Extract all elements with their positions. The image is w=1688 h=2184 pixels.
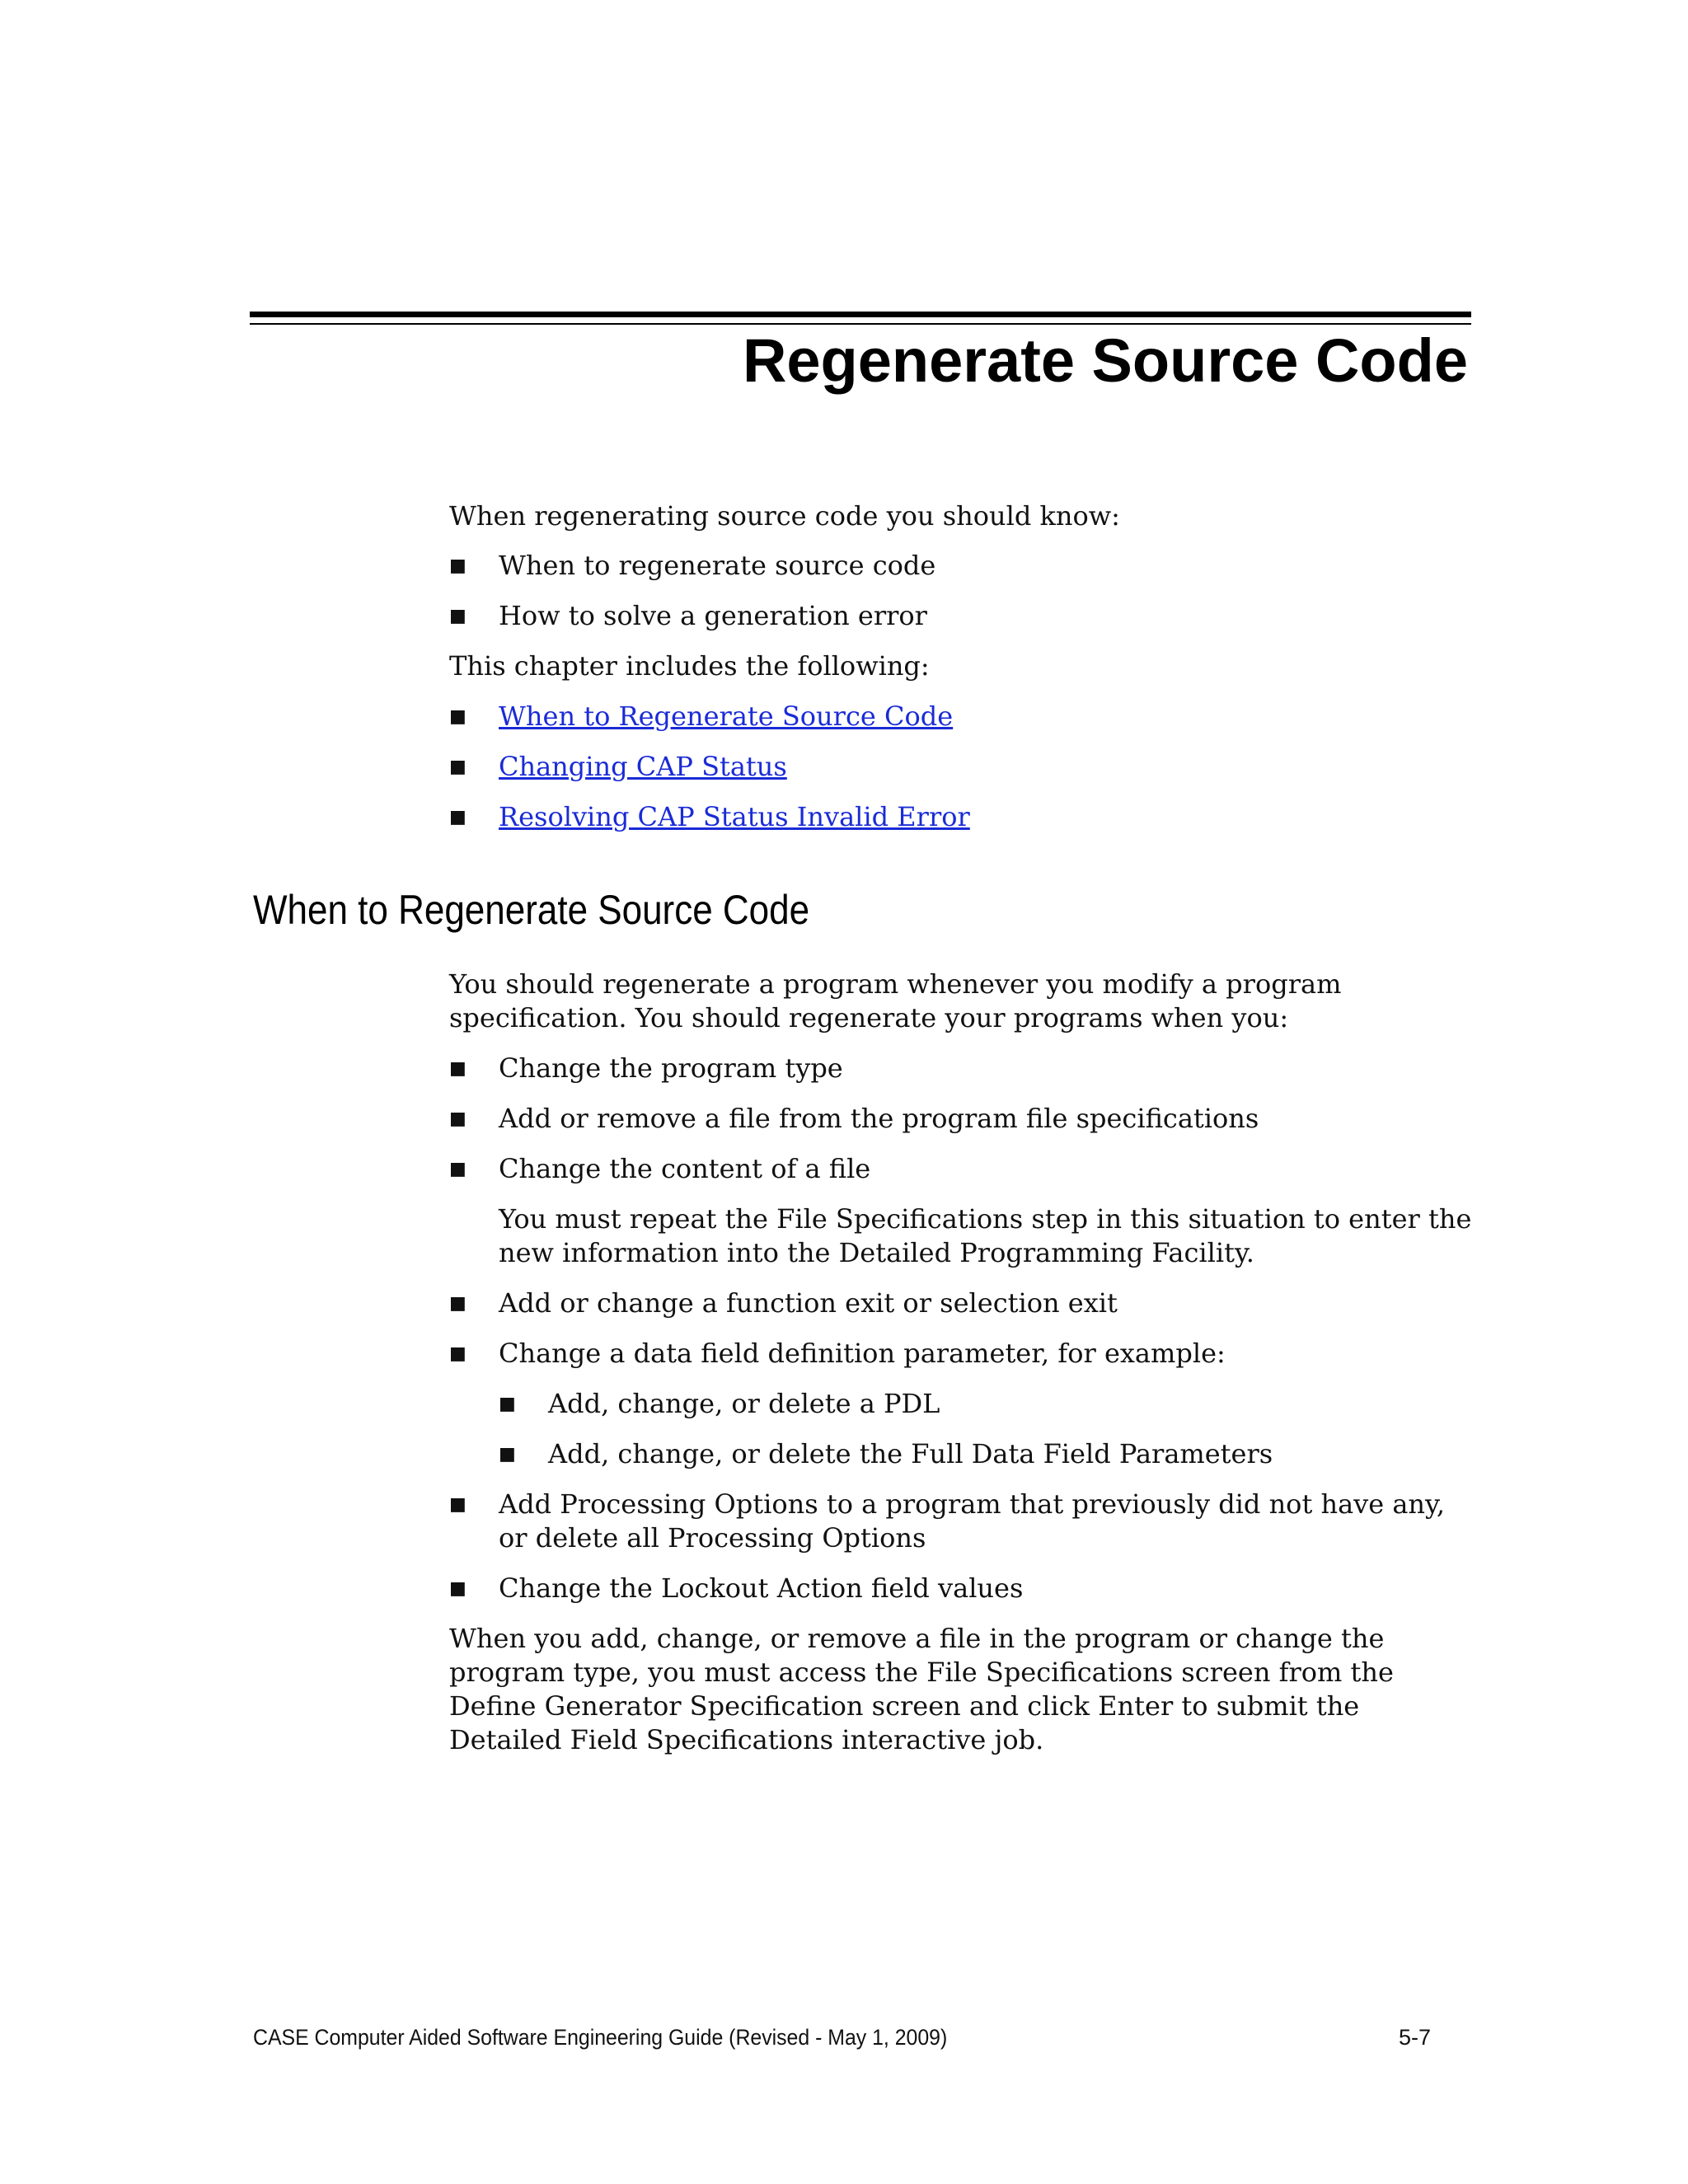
list-item-text: Change the Lockout Action field values <box>499 1572 1024 1604</box>
bullet-icon: ■ <box>499 1394 516 1414</box>
bullet-icon: ■ <box>449 1159 467 1179</box>
bullet-icon: ■ <box>449 1494 467 1515</box>
sub-list-item-text: Add, change, or delete a PDL <box>548 1388 940 1419</box>
list-item-text: Change a data field definition parameter, for example: <box>499 1338 1226 1369</box>
link-when-to-regenerate[interactable]: When to Regenerate Source Code <box>499 701 954 732</box>
bullet-icon: ■ <box>449 555 467 576</box>
section-paragraph: You should regenerate a program whenever you modify a program specification. You should regenerate your programs when you: <box>449 968 1342 1033</box>
list-item-text: How to solve a generation error <box>499 600 927 631</box>
list-item-text: When to regenerate source code <box>499 550 936 581</box>
list-item-text: Add or remove a file from the program file specifications <box>499 1103 1259 1134</box>
bullet-icon: ■ <box>449 1058 467 1079</box>
bullet-icon: ■ <box>449 757 467 777</box>
includes-lead: This chapter includes the following: <box>449 650 930 682</box>
list-item-text: Add or change a function exit or selection exit <box>499 1287 1118 1319</box>
list-item-text: Change the program type <box>499 1052 843 1084</box>
list-item-text: Change the content of a file <box>499 1153 871 1184</box>
bullet-icon: ■ <box>449 1293 467 1314</box>
footer-doc-title: CASE Computer Aided Software Engineering Guide (Revised - May 1, 2009) <box>253 2025 948 2050</box>
bullet-icon: ■ <box>449 606 467 626</box>
bullet-icon: ■ <box>449 1578 467 1599</box>
closing-paragraph: When you add, change, or remove a file in the program or change the program type, you must access the File Specifications screen from the Define Generator Specification screen and click Enter to submit the Detailed Field Specifications interactive job. <box>449 1623 1394 1755</box>
intro-lead: When regenerating source code you should know: <box>449 500 1120 532</box>
bullet-icon: ■ <box>449 706 467 727</box>
link-changing-cap-status[interactable]: Changing CAP Status <box>499 751 787 782</box>
bullet-icon: ■ <box>449 807 467 827</box>
chapter-rule-thick <box>250 312 1471 317</box>
section-heading: When to Regenerate Source Code <box>253 887 810 933</box>
chapter-title: Regenerate Source Code <box>742 326 1468 395</box>
footer-page-number: 5-7 <box>1399 2025 1432 2050</box>
list-item-text: Add Processing Options to a program that previously did not have any, or delete all Processing Options <box>499 1488 1446 1554</box>
sub-list-item-text: Add, change, or delete the Full Data Field Parameters <box>548 1438 1273 1469</box>
link-resolving-cap-status[interactable]: Resolving CAP Status Invalid Error <box>499 801 970 832</box>
bullet-icon: ■ <box>449 1108 467 1129</box>
bullet-icon: ■ <box>499 1444 516 1465</box>
list-item-note-text: You must repeat the File Specifications step in this situation to enter the new information into the Detailed Programming Facility. <box>499 1203 1472 1268</box>
bullet-icon: ■ <box>449 1343 467 1364</box>
